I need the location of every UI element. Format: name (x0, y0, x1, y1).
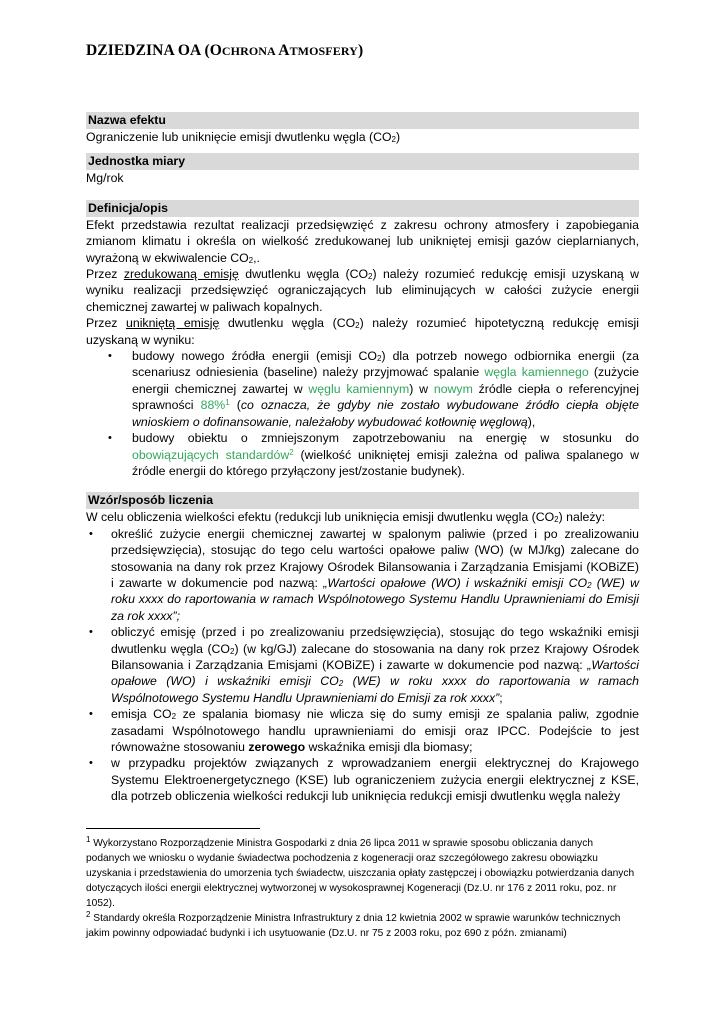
wzor-b3-a: emisja CO (111, 707, 172, 722)
def-p1-a: Efekt przedstawia rezultat realizacji przedsięwzięć z zakresu ochrony atmosfery i zapobiegania zmianom klimatu i określa on wielkość zredukowanej lub unikniętej emisji gazów cieplarnianych, wyrażoną w ekwiwalencie CO (86, 217, 639, 265)
def-b1-italic: co oznacza, że gdyby nie zostało wybudowane źródło ciepła objęte wnioskiem o dofinansowanie, należałoby wybudować kotłownię węglową (132, 398, 639, 429)
def-b1-sub: 2 (377, 354, 382, 364)
jednostka-text: Mg/rok (86, 171, 124, 186)
def-p3-underline: unikniętą emisję (126, 316, 220, 331)
wzor-b2-isub: 2 (338, 679, 344, 689)
footnote-ref-1[interactable]: 1 (225, 398, 230, 408)
def-b1-green-4: 88% (200, 398, 226, 413)
def-p2-a: Przez (86, 267, 124, 282)
wzor-b4: w przypadku projektów związanych z wprowadzaniem energii elektrycznej do Krajowego Systemu Elektroenergetycznego (KSE) lub ograniczeniem zużycia energii elektrycznej z KSE, dla potrzeb obliczenia wielkości redukcji lub uniknięcia redukcji emisji dwutlenku węgla należy (111, 756, 639, 804)
title-main: DZIEDZINA OA ( (86, 42, 210, 59)
wzor-list (86, 526, 639, 805)
def-p2-underline: zredukowaną emisję (123, 267, 239, 282)
section-heading-jednostka: Jednostka miary (86, 153, 639, 170)
wzor-intro-a: W celu obliczenia wielkości efektu (redukcji lub uniknięcia emisji dwutlenku węgla (CO (86, 510, 555, 525)
def-b1-d: ) w (409, 381, 434, 396)
def-b1-b: ) dla potrzeb nowego odbiornika energii (za scenariusz odniesienia (baseline) należy przyjmować spalanie (132, 349, 639, 380)
definicja-list (86, 348, 639, 479)
bullet-icon: • (89, 757, 93, 770)
def-p3-b: dwutlenku węgla (CO (219, 316, 356, 331)
wzor-b2-c: ; (499, 690, 503, 705)
def-b2-b: (wielkość unikniętej emisji zależna od paliwa spalanego w źródle energii do którego przyłączony jest/zostanie budynek). (132, 447, 639, 478)
definicja-paragraph-1 (86, 217, 639, 266)
bullet-icon: • (108, 432, 112, 445)
footnote-2-mark: 2 (86, 910, 91, 919)
footnote-2 (86, 911, 639, 941)
footnote-2-text: Standardy określa Rozporządzenie Ministra Infrastruktury z dnia 12 kwietnia 2002 w sprawie warunków technicznych jakim powinny odpowiadać budynki i ich usytuowanie (Dz.U. nr 75 z 2003 roku, poz 690 z późn. zmianami) (86, 913, 621, 939)
def-b1-a: budowy nowego źródła energii (emisji CO (132, 349, 377, 364)
def-b1-e: źródle ciepła o referencyjnej sprawności (132, 381, 639, 413)
def-p3-c: ) należy rozumieć hipotetyczną redukcję emisji uzyskaną w wyniku: (86, 316, 639, 347)
wzor-b2-i2: (WE) w roku xxxx do raportowania w ramach Wspólnotowego Systemu Handlu Uprawnieniami do Emisji za rok xxxx” (111, 674, 639, 705)
wzor-b3-b: ze spalania biomasy nie wlicza się do sumy emisji ze spalania paliw, zgodnie zasadami Wspólnotowego handlu uprawnieniami do emisji oraz IPCC. Podejście to jest równoważne stosowaniu (111, 707, 639, 754)
section-heading-definicja: Definicja/opis (86, 200, 639, 217)
list-item (86, 526, 639, 624)
wzor-intro (86, 509, 639, 525)
page-title (86, 42, 363, 60)
wzor-b1-i: „Wartości opałowe (WO) i wskaźniki emisji CO (323, 575, 588, 590)
nazwa-text-a: Ograniczenie lub uniknięcie emisji dwutlenku węgla (CO (86, 130, 392, 144)
wzor-b3-sub: 2 (171, 712, 177, 722)
nazwa-sub: 2 (391, 135, 396, 144)
wzor-b2-a: obliczyć emisję (przed i po zrealizowaniu przedsięwzięcia), stosując do tego wskaźniki emisji dwutlenku węgla (CO (111, 625, 639, 656)
title-chrona: CHRONA (221, 44, 279, 58)
bullet-icon: • (89, 527, 93, 540)
def-b1-green-3: nowym (433, 381, 473, 396)
list-item (86, 706, 639, 755)
footnote-1-text: Wykorzystano Rozporządzenie Ministra Gospodarki z dnia 26 lipca 2011 w sprawie sposobu obliczania danych podanych we wniosku o wydanie świadectwa pochodzenia z kogeneracji oraz szczegółowego zakresu obowiązku uzyskania i przedstawienia do umorzenia tych świadectw, uiszczania opłaty zastępczej i obowiązku potwierdzania danych dotyczących ilości energii elektrycznej wytworzonej w wysokosprawnej Kogeneracji (Dz.U. nr 176 z 2011 roku, poz. nr 1052). (86, 838, 635, 909)
wzor-b2-b: ) (w kg/GJ) zalecane do stosowania na dany rok przez Krajowy Ośrodek Bilansowania i Zarządzania Emisjami (KOBiZE) i zawarte w dokumencie pod nazwą: (111, 641, 639, 672)
list-item (86, 430, 639, 479)
wzor-b3-c: wskaźnika emisji dla biomasy; (305, 740, 473, 754)
def-b2-a: budowy obiektu o zmniejszonym zapotrzebowaniu na energię w stosunku do (132, 431, 639, 446)
section-heading-wzor: Wzór/sposób liczenia (86, 492, 639, 509)
def-p1-sub: 2 (248, 255, 254, 265)
footnote-1 (86, 836, 639, 911)
list-item (86, 755, 639, 804)
bullet-icon: • (89, 626, 93, 639)
def-b1-g: ), (527, 414, 536, 429)
footnote-1-mark: 1 (86, 835, 91, 844)
wzor-b1-a: określić zużycie energii chemicznej zawartej w spalonym paliwie (przed i po zrealizowaniu przedsięwzięcia), stosując do tego celu wartości opałowe paliw (WO) (w MJ/kg) zalecane do stosowania na dany rok przez Krajowy Ośrodek Bilansowania i Zarządzania Emisjami (KOBiZE) i zawarte w dokumencie pod nazwą: (111, 526, 639, 590)
footnote-ref-2[interactable]: 2 (289, 447, 294, 457)
wzor-intro-sub: 2 (554, 515, 559, 525)
list-item (86, 624, 639, 706)
def-b1-green-2: węglu kamiennym (308, 381, 410, 396)
wzor-b3-bold: zerowego (248, 740, 306, 754)
def-p2-sub: 2 (368, 272, 373, 282)
title-tmosfery: TMOSFERY (289, 44, 358, 58)
footnotes (86, 836, 639, 941)
definicja-paragraph-2 (86, 266, 639, 315)
footnote-separator (86, 828, 260, 829)
title-a: A (278, 42, 290, 59)
def-p3-sub: 2 (355, 321, 360, 331)
section-heading-nazwa: Nazwa efektu (86, 112, 639, 129)
def-p2-c: ) należy rozumieć redukcję emisji uzyskaną w wyniku realizacji przedsięwzięć ograniczających lub eliminujących w całości zużycie energii chemicznej zawartej w paliwach kopalnych. (86, 267, 639, 314)
def-b1-green-1: węgla kamiennego (484, 365, 589, 380)
definicja-paragraph-3 (86, 315, 639, 348)
wzor-b2-sub: 2 (229, 646, 235, 656)
bullet-icon: • (108, 350, 112, 363)
def-p3-a: Przez (86, 316, 127, 331)
nazwa-text-b: ) (395, 130, 401, 144)
title-o: O (209, 42, 222, 59)
def-b2-green: obowiązujących standardów (132, 447, 290, 462)
def-p2-b: dwutlenku węgla (CO (238, 267, 369, 282)
title-close: ) (357, 42, 364, 59)
document-body (86, 112, 639, 805)
bullet-icon: • (89, 708, 93, 721)
def-p1-b: ,. (253, 250, 260, 265)
nazwa-text (86, 129, 639, 145)
def-b1-f: ( (229, 398, 241, 413)
wzor-b2-i: „Wartości opałowe (WO) i wskaźniki emisji CO (111, 657, 639, 689)
wzor-intro-b: ) należy: (558, 510, 606, 525)
def-b1-c: (zużycie energii chemicznej zawartej w (132, 365, 640, 396)
list-item (86, 348, 639, 430)
wzor-b1-isub: 2 (587, 580, 592, 590)
wzor-b1-i2: (WE) w roku xxxx do raportowania w ramach Wspólnotowego Systemu Handlu Uprawnieniami do Emisji za rok xxxx”; (111, 575, 639, 623)
